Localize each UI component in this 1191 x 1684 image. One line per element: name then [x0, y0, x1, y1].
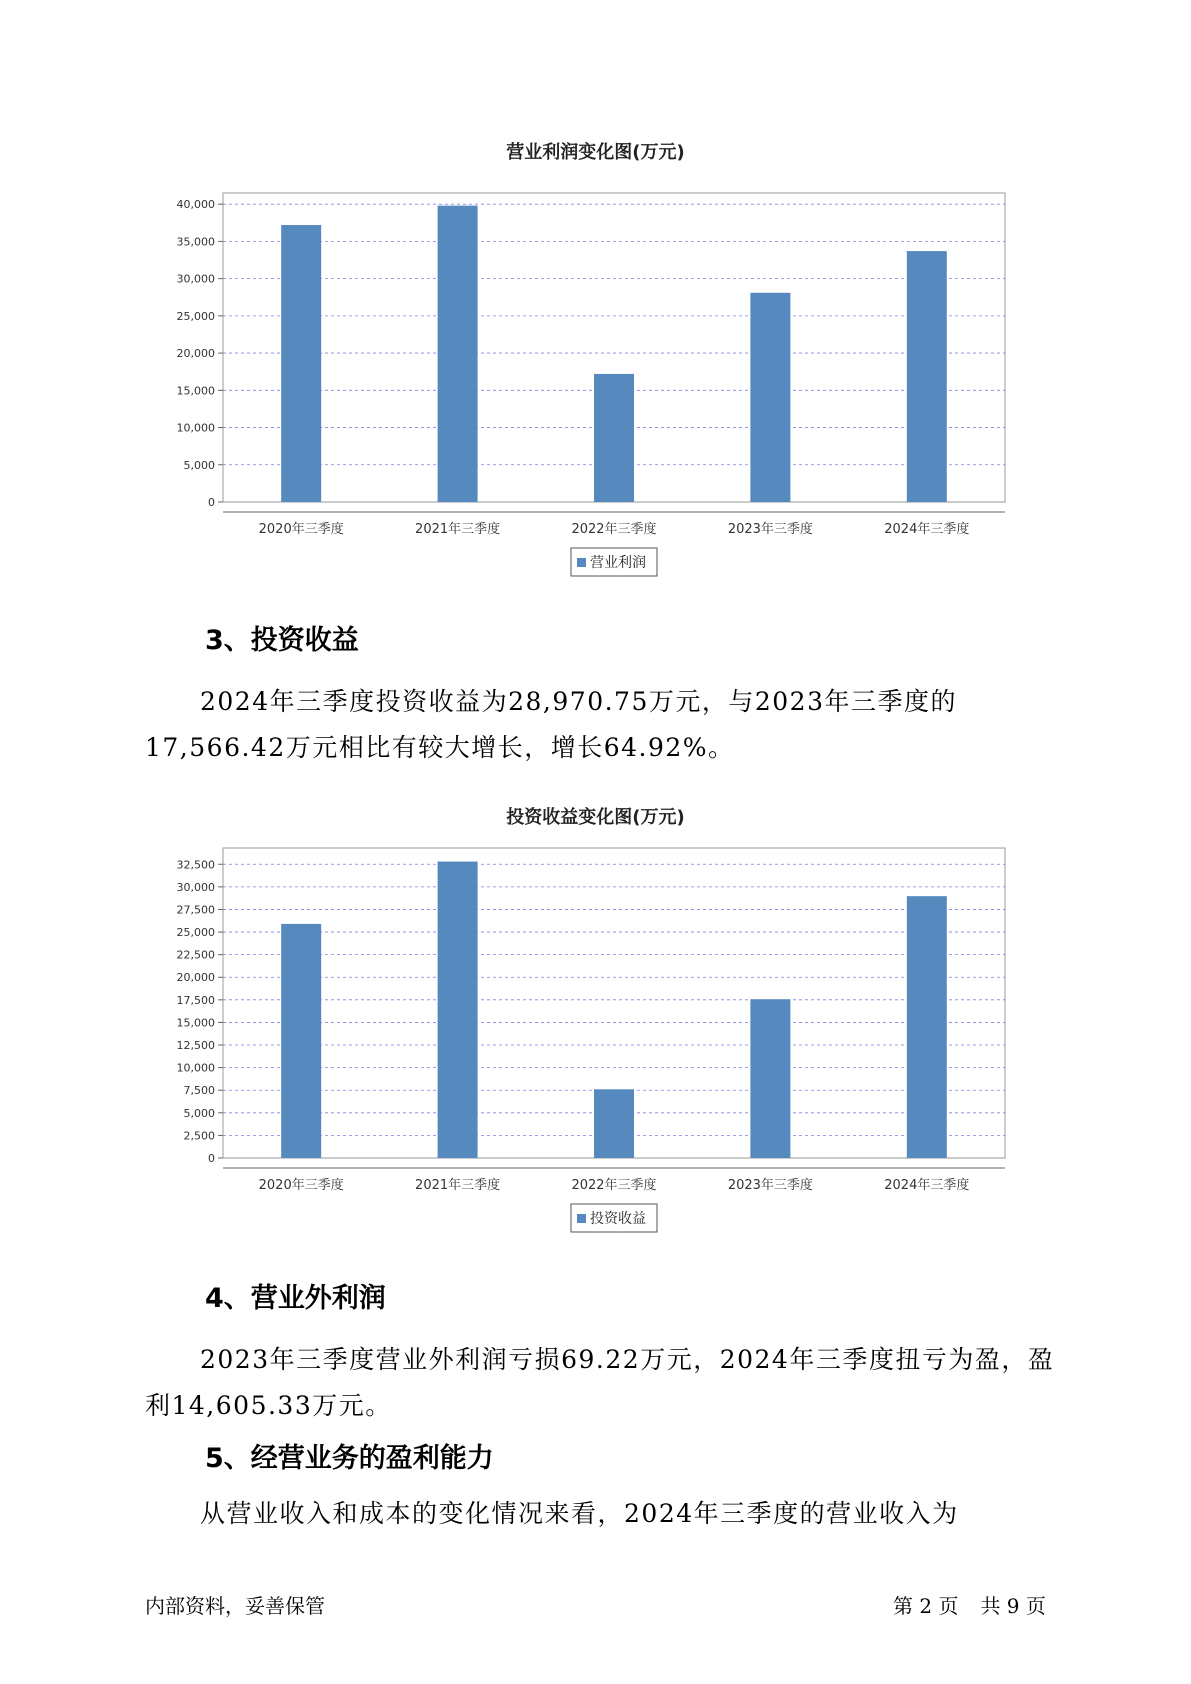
- y-tick-label: 5,000: [183, 1106, 215, 1120]
- y-tick-label: 32,500: [176, 858, 215, 872]
- y-tick-label: 40,000: [176, 198, 215, 212]
- bar: [438, 862, 478, 1158]
- y-tick-label: 7,500: [183, 1084, 215, 1098]
- section-paragraph: 2023年三季度营业外利润亏损69.22万元，2024年三季度扭亏为盈，盈利14,605.33万元。: [145, 1345, 1055, 1420]
- x-tick-label: 2023年三季度: [727, 1178, 813, 1193]
- y-tick-label: 5,000: [183, 458, 215, 472]
- y-tick-label: 2,500: [183, 1129, 215, 1143]
- chart-title: 投资收益变化图(万元): [506, 807, 685, 828]
- x-tick-label: 2024年三季度: [884, 1178, 970, 1193]
- y-tick-label: 22,500: [176, 948, 215, 962]
- y-tick-label: 30,000: [176, 880, 215, 894]
- section-paragraph: 2024年三季度投资收益为28,970.75万元，与2023年三季度的17,566.42万元相比有较大增长，增长64.92%。: [145, 687, 957, 762]
- y-tick-label: 0: [208, 496, 215, 509]
- y-tick-label: 30,000: [176, 272, 215, 286]
- y-tick-label: 35,000: [176, 235, 215, 249]
- y-tick-label: 25,000: [176, 926, 215, 940]
- y-tick-label: 20,000: [176, 971, 215, 985]
- x-tick-label: 2022年三季度: [571, 522, 657, 537]
- section-paragraph: 从营业收入和成本的变化情况来看，2024年三季度的营业收入为: [200, 1499, 959, 1528]
- y-tick-label: 25,000: [176, 309, 215, 323]
- y-tick-label: 15,000: [176, 1016, 215, 1030]
- y-tick-label: 17,500: [176, 993, 215, 1007]
- footer-page-label: 第 2 页: [893, 1594, 959, 1618]
- footer-page-number: [893, 1590, 1046, 1619]
- x-tick-label: 2023年三季度: [727, 522, 813, 537]
- bar: [281, 924, 321, 1158]
- x-tick-label: 2021年三季度: [415, 522, 501, 537]
- bar: [750, 999, 790, 1158]
- legend-swatch: [577, 1214, 586, 1223]
- y-tick-label: 10,000: [176, 1061, 215, 1075]
- x-tick-label: 2021年三季度: [415, 1178, 501, 1193]
- legend-label: 投资收益: [590, 1211, 646, 1227]
- y-tick-label: 10,000: [176, 421, 215, 435]
- x-tick-label: 2024年三季度: [884, 522, 970, 537]
- section-heading: 4、营业外利润: [205, 1283, 386, 1314]
- footer-total-pages: 共 9 页: [980, 1594, 1046, 1618]
- y-tick-label: 27,500: [176, 903, 215, 917]
- x-tick-label: 2020年三季度: [258, 522, 344, 537]
- chart-title: 营业利润变化图(万元): [506, 142, 685, 163]
- x-tick-label: 2022年三季度: [571, 1178, 657, 1193]
- y-tick-label: 20,000: [176, 347, 215, 361]
- section-heading: 5、经营业务的盈利能力: [205, 1443, 494, 1474]
- bar: [594, 1089, 634, 1158]
- footer-confidential-note: 内部资料，妥善保管: [145, 1594, 325, 1618]
- legend-label: 营业利润: [590, 555, 646, 571]
- x-tick-label: 2020年三季度: [258, 1178, 344, 1193]
- y-tick-label: 12,500: [176, 1039, 215, 1053]
- y-tick-label: 0: [208, 1152, 215, 1165]
- section-heading: 3、投资收益: [205, 625, 359, 656]
- bar: [907, 896, 947, 1158]
- y-tick-label: 15,000: [176, 384, 215, 398]
